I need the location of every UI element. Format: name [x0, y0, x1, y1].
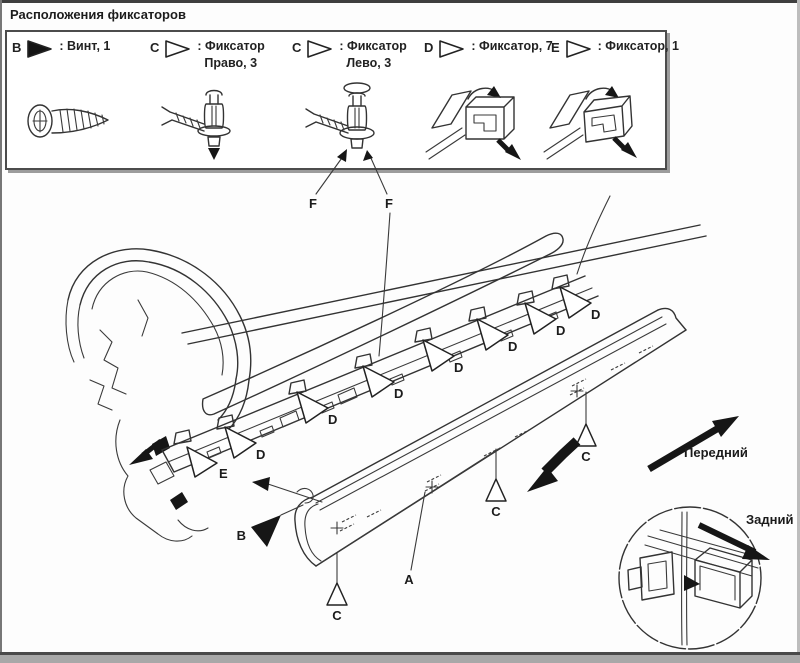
callouts-c [327, 392, 596, 623]
callout-label-d: D [454, 360, 464, 375]
callout-label-d: D [591, 307, 601, 322]
legend-entry-e [551, 38, 679, 59]
outline-triangle-icon [306, 39, 334, 59]
legend-key: E [551, 40, 560, 55]
callout-label-c: C [581, 449, 591, 464]
callout-label-d: D [508, 339, 518, 354]
callout-label-d: D [394, 386, 404, 401]
legend-entry-d [424, 38, 553, 59]
callout-label-c: C [332, 608, 342, 623]
front-direction-label: Передний [684, 445, 748, 460]
legend-key: C [150, 40, 160, 55]
callout-label-c: C [491, 504, 501, 519]
legend-label [598, 38, 679, 55]
callout-label-d: D [328, 412, 338, 427]
outline-triangle-icon [438, 39, 466, 59]
callout-label-e: E [219, 466, 228, 481]
legend-label-line1: : Фиксатор, 1 [597, 39, 679, 53]
legend-label [471, 38, 552, 55]
callout-label-d: D [556, 323, 566, 338]
legend-label-line2: Лево, 3 [346, 55, 392, 70]
legend-entry-b [12, 38, 110, 59]
outline-triangle-icon [565, 39, 593, 59]
legend-label-line2: Право, 3 [204, 55, 258, 70]
callout-label-f: F [309, 196, 317, 211]
legend-label-line1: : Фиксатор, 7 [471, 39, 553, 53]
legend-label-line1: : Фиксатор [197, 39, 265, 53]
callout-label-a: A [404, 572, 414, 587]
filled-triangle-icon [26, 39, 54, 59]
legend-label [339, 38, 406, 71]
legend-label-line1: : Фиксатор [339, 39, 407, 53]
rear-direction-label: Задний [746, 512, 794, 527]
callout-label-f: F [385, 196, 393, 211]
screw-icon [28, 105, 108, 137]
clip-left-icon [306, 83, 374, 148]
clip-d-icon [426, 86, 521, 160]
callout-label-b: B [236, 528, 246, 543]
clip-e-icon [544, 86, 637, 159]
legend-key: D [424, 40, 434, 55]
legend-label [59, 38, 110, 55]
callout-label-d: D [256, 447, 266, 462]
detail-circle [619, 507, 762, 649]
legend-key: C [292, 40, 302, 55]
clip-right-icon [162, 91, 230, 161]
legend-entry-c-right [150, 38, 265, 71]
legend-entry-c-left [292, 38, 407, 71]
legend-label-line1: : Винт, 1 [59, 39, 111, 53]
legend-key: B [12, 40, 22, 55]
outline-triangle-icon [164, 39, 192, 59]
page-title: Расположения фиксаторов [10, 7, 186, 22]
door-lines [182, 196, 706, 344]
front-direction-arrow [649, 416, 748, 469]
wheel-arch [66, 249, 251, 541]
legend-label [197, 38, 264, 71]
callouts-d [225, 287, 600, 462]
rear-direction-arrow-mid [527, 441, 577, 492]
rear-direction-arrow [699, 512, 793, 560]
callout-f [309, 149, 393, 356]
callout-b [237, 477, 322, 547]
callout-a [404, 492, 425, 587]
